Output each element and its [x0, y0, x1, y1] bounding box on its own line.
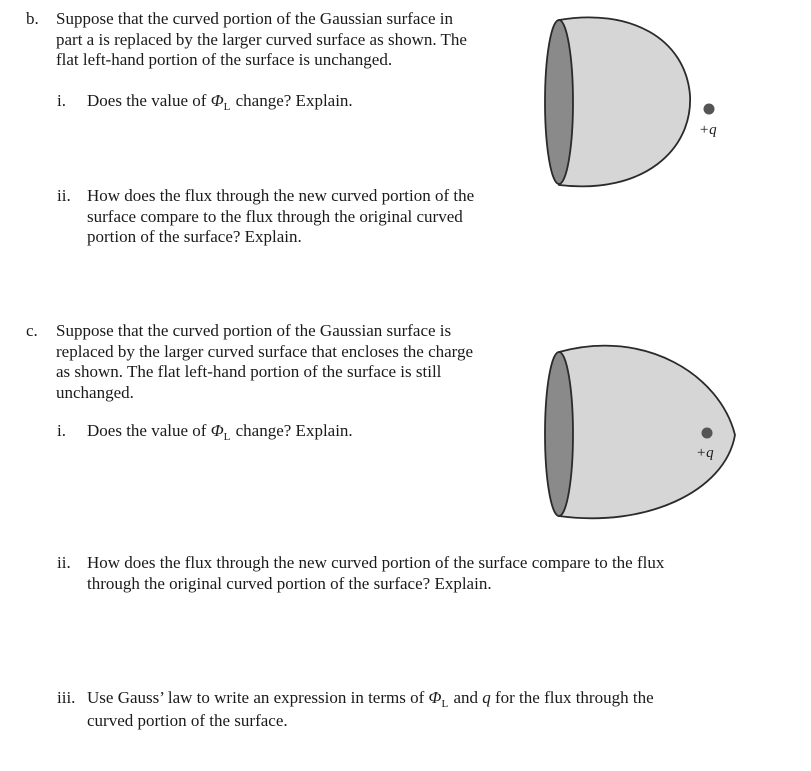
part-b-question-ii-text [87, 186, 474, 248]
part-c-question-ii-text [87, 553, 664, 594]
part-c-question-ii [57, 553, 777, 597]
part-b-question-i-label: i. [57, 91, 66, 110]
figure-c-charge-label: +q [696, 445, 714, 461]
charge-symbol-q: q [482, 688, 491, 707]
figure-b-charge-label: +q [699, 122, 717, 138]
part-c-question-iii [57, 688, 777, 732]
part-b-prompt [56, 9, 467, 71]
part-c-question-iii-line-2: curved portion of the surface. [87, 710, 288, 730]
part-c-question-iii-after: for the flux through the [490, 688, 654, 707]
part-c-question-i-before: Does the value of [87, 421, 211, 440]
phi-subscript: L [223, 431, 231, 443]
phi-symbol: Φ [210, 91, 224, 110]
part-c [26, 321, 536, 411]
figure-b-flat-end [545, 20, 573, 184]
part-c-line-1: Suppose that the curved portion of the Gaussian surface is [56, 321, 452, 340]
part-b-line-1: Suppose that the curved portion of the Gaussian surface in [56, 9, 454, 28]
part-b-question-i [57, 91, 457, 115]
figure-b-charge-dot [704, 104, 715, 115]
part-b-label: b. [26, 9, 39, 28]
part-b-line-2: part a is replaced by the larger curved surface as shown. The [56, 29, 467, 49]
part-c-prompt [56, 321, 473, 403]
part-c-question-i-label: i. [57, 421, 66, 440]
part-c-line-4: unchanged. [56, 382, 134, 402]
phi-subscript: L [223, 101, 231, 113]
figure-c-gaussian-surface [535, 330, 750, 530]
part-b-question-ii-label: ii. [57, 186, 71, 205]
part-c-line-2: replaced by the larger curved surface that encloses the charge [56, 341, 474, 361]
part-c-label: c. [26, 321, 38, 340]
part-c-question-i-text [87, 421, 353, 444]
phi-symbol: Φ [210, 421, 224, 440]
part-c-question-i [57, 421, 457, 445]
part-c-question-ii-line-1: How does the flux through the new curved portion of the surface compare to the flux [87, 553, 665, 572]
part-b-question-i-before: Does the value of [87, 91, 211, 110]
part-c-question-iii-mid: and [449, 688, 483, 707]
part-c-question-iii-label: iii. [57, 688, 76, 707]
phi-symbol: Φ [428, 688, 442, 707]
part-c-question-iii-text [87, 688, 654, 731]
part-c-question-ii-label: ii. [57, 553, 71, 572]
part-b-question-ii-line-3: portion of the surface? Explain. [87, 227, 302, 246]
part-b-question-ii-line-2: surface compare to the flux through the original curved [87, 206, 463, 226]
phi-subscript: L [441, 698, 449, 710]
part-c-question-i-after: change? Explain. [231, 421, 353, 440]
figure-c-charge-dot [702, 428, 713, 439]
figure-c-flat-end [545, 352, 573, 516]
part-b-question-ii-line-1: How does the flux through the new curved portion of the [87, 186, 475, 205]
part-b-question-ii [57, 186, 537, 252]
part-b-line-3: flat left-hand portion of the surface is unchanged. [56, 50, 393, 69]
figure-b-gaussian-surface [535, 10, 745, 200]
part-b-question-i-text [87, 91, 353, 114]
part-c-line-3: as shown. The flat left-hand portion of the surface is still [56, 362, 442, 381]
part-b-question-i-after: change? Explain. [231, 91, 353, 110]
part-c-question-ii-line-2: through the original curved portion of the surface? Explain. [87, 573, 492, 593]
figure-b-curved-surface [559, 17, 690, 186]
part-c-question-iii-before: Use Gauss’ law to write an expression in terms of [87, 688, 429, 707]
